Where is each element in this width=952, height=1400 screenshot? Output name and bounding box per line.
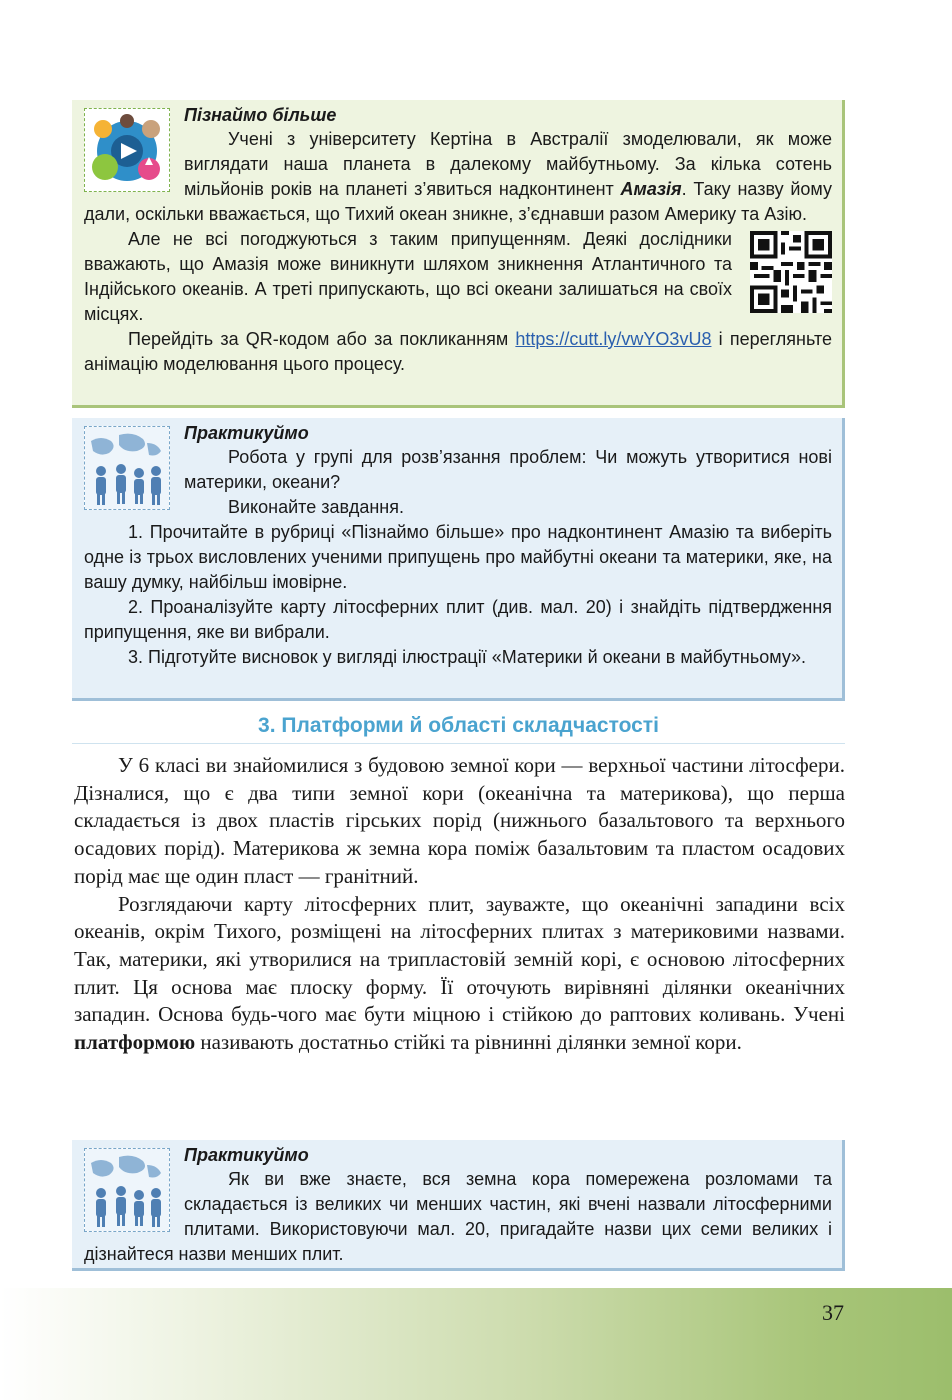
qr-code-icon[interactable]	[750, 231, 832, 313]
learn-more-paragraph-2: Але не всі погоджуються з таким припущенням. Деякі дослідники вважають, що Амазія може виникнути шляхом зникнення Атлантичного та Індійського океанів. А треті припускають, що всі океани залишаться на своїх місцях.	[84, 229, 732, 324]
learn-more-heading: Пізнаймо більше	[184, 105, 337, 125]
term-platform: платформою	[74, 1030, 196, 1055]
learn-more-text: . Таку назву йому дали, оскільки вважається, що Тихий океан зникне, з’єднавши разом Америку та Азію.	[84, 179, 833, 224]
kids-media-icon	[84, 108, 170, 192]
animation-link[interactable]: https://cutt.ly/vwYO3vU8	[515, 329, 712, 349]
practice-heading: Практикуймо	[184, 1145, 309, 1165]
practice-item-1: 1. Прочитайте в рубриці «Пізнаймо більше» про надконтинент Амазію та виберіть одне із трьох висловлених ученими припущень про майбутні океани та материки, яке, на вашу думку, найбільш імовірне.	[84, 522, 832, 592]
learn-more-box	[72, 100, 845, 408]
section-title: 3. Платформи й області складчастості	[258, 714, 659, 737]
section-divider	[72, 743, 845, 744]
learn-more-text: і перегляньте анімацію моделювання цього процесу.	[84, 329, 833, 374]
practice-task-label: Виконайте завдання.	[228, 497, 404, 517]
learn-more-text: Перейдіть за QR-кодом або за покликанням	[128, 329, 516, 349]
term-amazia: Амазія	[620, 179, 682, 199]
learn-more-text: Учені з університету Кертіна в Австралії змоделювали, як може виглядати наша планета в далекому майбутньому. За кілька сотень мільйонів років на планеті з’явиться надконтинент	[184, 129, 832, 199]
practice-box-1	[72, 418, 845, 701]
people-world-map-icon	[84, 1148, 170, 1232]
main-paragraph-1: У 6 класі ви знайомилися з будовою земної кори — верхньої частини літосфери. Дізналися, що є два типи земної кори (океанічна та материкова), що перша складається із двох пластів гірських порід (нижнього базальтового та верхнього осадових порід). Материкова ж земна кора поміж базальтовим та пластом осадових порід має ще один пласт — гранітний.	[74, 753, 845, 888]
footer-band	[0, 1288, 952, 1400]
main-text	[74, 752, 845, 1057]
main-paragraph-2	[74, 891, 845, 1057]
main-text-span: називають достатньо стійкі та рівнинні ділянки земної кори.	[195, 1030, 742, 1055]
practice-item-2: 2. Проаналізуйте карту літосферних плит (див. мал. 20) і знайдіть підтвердження припущення, яке ви вибрали.	[84, 597, 832, 642]
practice-heading: Практикуймо	[184, 423, 309, 443]
learn-more-paragraph-3	[84, 327, 832, 377]
practice-intro: Робота у групі для розв’язання проблем: Чи можуть утворитися нові материки, океани?	[184, 447, 832, 492]
practice-text: Як ви вже знаєте, вся земна кора помережена розломами та складається із великих чи менших частин, які вчені назвали літосферними плитами. Використовуючи мал. 20, пригадайте назви цих семи великих і дізнайтеся назви менших плит.	[84, 1169, 832, 1264]
main-text-span: Розглядаючи карту літосферних плит, зауважте, що океанічні западини всіх океанів, окрім Тихого, розміщені на літосферних плитах з материковими назвами. Так, материки, які утворилися на трипластовій земній корі, є основою літосферних плит. Ця основа має плоску форму. Її оточують вирівняні ділянки океанічних западин. Основа будь-чого має бути міцною і стійкою до раптових коливань. Учені	[74, 891, 845, 1027]
practice-box-2	[72, 1140, 845, 1271]
people-world-map-icon	[84, 426, 170, 510]
page-number: 37	[822, 1300, 844, 1325]
practice-item-3: 3. Підготуйте висновок у вигляді ілюстрації «Материки й океани в майбутньому».	[128, 647, 807, 667]
learn-more-paragraph-1	[84, 127, 832, 227]
